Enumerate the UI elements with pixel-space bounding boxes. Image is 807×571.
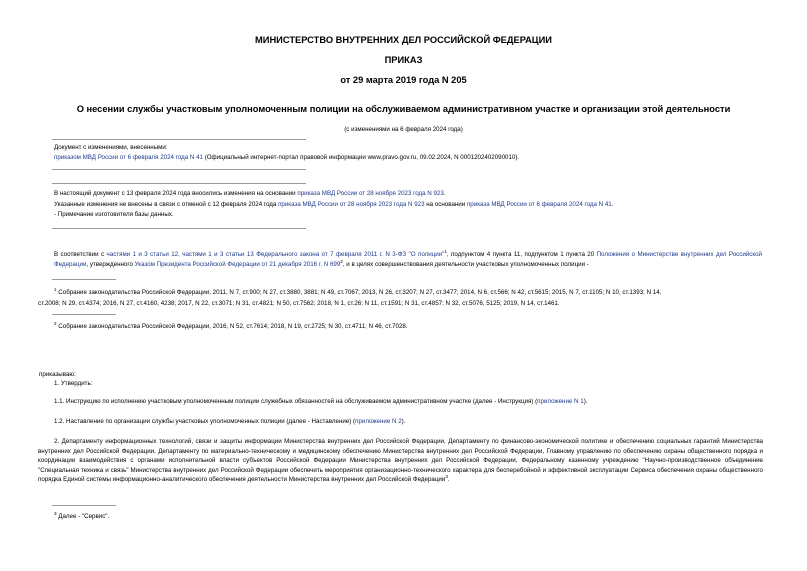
- item-text: 2. Департаменту информационных технологий, связи и защиты информации Министерства внутренних дел Российской Федерации, Департаменту по финансово-экономической политике и обеспечению социальных гарантий Министерства внутренних дел Российской Федерации, Департаменту по материально-техническому и медицинскому обеспечению Министерства внутренних дел Российской Федерации, Главному управлению по обеспечению охраны общественного порядка и координации взаимодействия с органами исполнительной власти субъектов Российской Федерации Министерства внутренних дел Российской Федерации, Федеральному казенному учреждению "Научно-производственное объединение "Специальная техника и связь" Министерства внутренних дел Российской Федерации обеспечить мероприятия организационно-технического характера для бесперебойной и эффективной эксплуатации Сервиса обеспечения охраны общественного порядка Единой системы информационно-аналитического обеспечения деятельности Министерства внутренних дел Российской Федерации: [38, 438, 763, 484]
- order-word: приказываю:: [39, 371, 76, 378]
- preamble-text: , утвержденного: [86, 260, 135, 268]
- divider: [52, 169, 306, 170]
- doc-title: О несении службы участковым уполномоченным полиции на обслуживаемом административном участке и организации этой деятельности: [76, 104, 731, 114]
- mvd-regulation-link[interactable]: Положения о Министерстве внутренних дел Российской Федерации: [54, 251, 763, 268]
- preamble-text: В соответствии с: [54, 251, 107, 258]
- doc-date-number: от 29 марта 2019 года N 205: [340, 75, 467, 85]
- divider: [52, 139, 306, 140]
- notes-line-1: [54, 189, 446, 199]
- notes-text: В настоящий документ с 13 февраля 2024 года вносились изменения на основании: [54, 190, 298, 197]
- item-text: 1.2. Наставление по организации службы участковых уполномоченных полиции (далее - Наставление) (: [54, 418, 356, 425]
- doc-type: ПРИКАЗ: [384, 55, 423, 65]
- changes-intro: Документ с изменениями, внесенными:: [54, 144, 168, 151]
- appendix-1-link[interactable]: приложение N 1: [537, 398, 584, 405]
- footnote-3: [54, 512, 109, 522]
- footnote-2: [54, 322, 408, 332]
- changes-line: [54, 153, 519, 163]
- footnote-number: 2: [54, 320, 57, 326]
- notes-text: Указанные изменения не внесены в связи с отменой с 12 февраля 2024 года: [54, 201, 279, 208]
- footnote-text: Собрание законодательства Российской Федерации, 2016, N 52, ст.7614; 2018, N 19, ст.2725; N 30, ст.4711; N 46, ст.7028.: [56, 323, 408, 330]
- punct: .: [443, 190, 446, 197]
- changes-link[interactable]: приказом МВД России от 6 февраля 2024 года N 41: [54, 154, 203, 161]
- ministry-heading: МИНИСТЕРСТВО ВНУТРЕННИХ ДЕЛ РОССИЙСКОЙ ФЕДЕРАЦИИ: [255, 35, 552, 45]
- order-923-link[interactable]: приказа МВД России от 28 ноября 2023 года N 923: [278, 201, 425, 208]
- preamble-text: , и в целях совершенствования деятельности участковых уполномоченных полиции -: [342, 260, 589, 268]
- preamble-text: , подпунктом 4 пункта 11, подпунктом 1 пункта 20: [446, 251, 597, 258]
- item-1: 1. Утвердить:: [54, 380, 93, 387]
- footnote-number: 1: [54, 286, 57, 292]
- footnote-text: Собрание законодательства Российской Федерации, 2011, N 7, ст.900; N 27, ст.3880, 3881; N 49, ст.7067; 2013, N 26, ст.3207; N 27, ст.3477; 2014, N 6, ст.566; N 42, ст.5615; 2015, N 7, ст.1105; N 10, ст.1393; N 14,: [56, 289, 662, 296]
- notes-line-3: - Примечание изготовителя базы данных.: [54, 211, 174, 218]
- footnote-ref[interactable]: 1: [444, 248, 447, 254]
- preamble-paragraph: [54, 250, 762, 269]
- punct: .: [611, 201, 614, 208]
- item-2-paragraph: [38, 437, 763, 485]
- punct: ).: [401, 418, 406, 425]
- notes-line-2: [54, 200, 613, 210]
- order-923-link[interactable]: приказа МВД России от 28 ноября 2023 года N 923: [297, 190, 444, 197]
- punct: .: [447, 476, 450, 484]
- police-law-link[interactable]: частями 1 и 3 статьи 12, частями 1 и 3 статьи 13 Федерального закона от 7 февраля 2011 г. N 3-ФЗ "О полиции": [106, 251, 445, 258]
- item-text: 1.1. Инструкцию по исполнению участковым уполномоченным полиции служебных обязанностей на обслуживаемом административном участке (далее - Инструкция) (: [54, 398, 538, 405]
- divider: [52, 183, 306, 184]
- footnote-ref[interactable]: 3: [445, 474, 448, 480]
- order-41-link[interactable]: приказа МВД России от 6 февраля 2024 года N 41: [466, 201, 612, 208]
- footnote-number: 3: [54, 510, 57, 516]
- footnote-1-line-2: ст.2008; N 29, ст.4374; 2016, N 27, ст.4160, 4238; 2017, N 22, ст.3071; N 31, ст.4821; N 50, ст.7562; 2018, N 1, ст.26; N 11, ст.1591; N 31, ст.4857; N 32, ст.5076, 5125; 2019, N 14, ст.1461.: [38, 300, 560, 307]
- changes-source: (Официальный интернет-портал правовой информации www.pravo.gov.ru, 09.02.2024, N 0001202402090010).: [202, 154, 520, 161]
- amendments-note: (с изменениями на 6 февраля 2024 года): [344, 126, 463, 133]
- footnote-divider: [52, 505, 116, 506]
- item-1-2: [54, 417, 405, 427]
- punct: ).: [583, 398, 588, 405]
- footnote-divider: [52, 279, 116, 280]
- footnote-ref[interactable]: 2: [340, 258, 343, 264]
- footnote-1-line-1: [54, 288, 661, 298]
- presidential-decree-link[interactable]: Указом Президента Российской Федерации от 21 декабря 2016 г. N 699: [134, 260, 341, 268]
- item-1-1: [54, 397, 587, 407]
- appendix-2-link[interactable]: приложение N 2: [355, 418, 402, 425]
- divider: [52, 228, 306, 229]
- notes-text: на основании: [424, 201, 467, 208]
- footnote-divider: [52, 314, 116, 315]
- footnote-text: Далее - "Сервис".: [56, 513, 110, 520]
